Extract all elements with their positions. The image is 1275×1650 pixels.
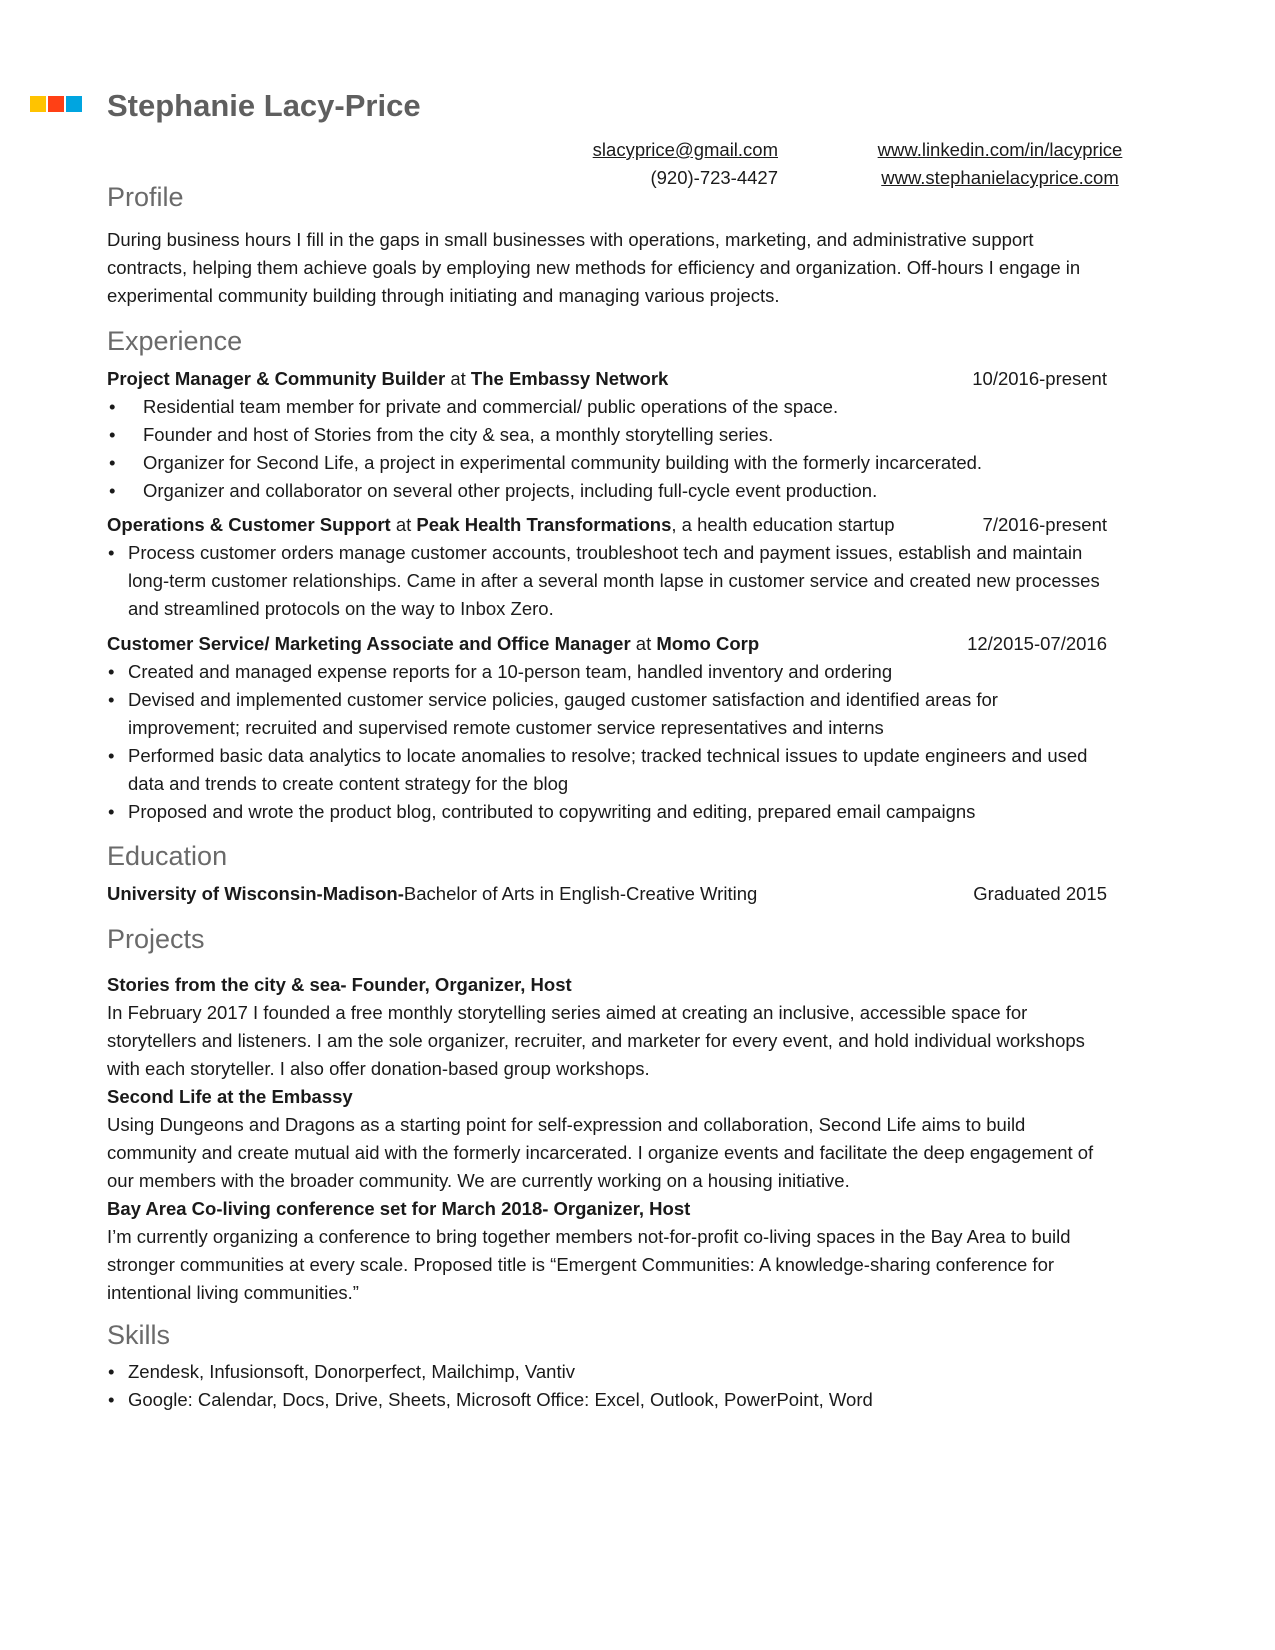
job-bullet: • Created and managed expense reports for a 10-person team, handled inventory and ordering <box>107 658 1107 686</box>
project-text: Using Dungeons and Dragons as a starting point for self-expression and collaboration, Second Life aims to build community and create mutual aid with the formerly incarcerated. I organize events and facilitate the deep engagement of our members with the broader community. We are currently working on a housing initiative. <box>107 1114 1094 1191</box>
phone: (920)-723-4427 <box>650 167 778 188</box>
degree: Bachelor of Arts in English-Creative Writing <box>403 883 758 904</box>
job-3 <box>107 630 1107 826</box>
graduation-date: Graduated 2015 <box>973 883 1107 904</box>
job-1 <box>107 365 1107 505</box>
project-text: In February 2017 I founded a free monthly storytelling series aimed at creating an inclusive, accessible space for storytellers and listeners. I am the sole organizer, recruiter, and marketer for every event, and hold individual workshops with each storyteller. I also offer donation-based group workshops. <box>107 1002 1085 1079</box>
education-entry <box>107 880 1107 908</box>
job-company: Momo Corp <box>656 633 760 654</box>
linkedin-link[interactable]: www.linkedin.com/in/lacyprice <box>877 139 1123 160</box>
project-title: Bay Area Co-living conference set for March 2018- Organizer, Host <box>107 1198 691 1219</box>
website-link[interactable]: www.stephanielacyprice.com <box>881 167 1119 188</box>
skill-item: • Google: Calendar, Docs, Drive, Sheets, Microsoft Office: Excel, Outlook, PowerPoint, Word <box>107 1386 1107 1414</box>
skill-item: • Zendesk, Infusionsoft, Donorperfect, Mailchimp, Vantiv <box>107 1358 1107 1386</box>
job-bullet: • Devised and implemented customer service policies, gauged customer satisfaction and identified areas for improvement; recruited and supervised remote customer service representatives and interns <box>107 686 1107 742</box>
job-title: Customer Service/ Marketing Associate and Office Manager <box>107 633 631 654</box>
contact-left <box>540 136 778 192</box>
skills-heading: Skills <box>107 1320 171 1350</box>
logo-square-blue <box>66 96 82 112</box>
profile-heading: Profile <box>107 182 184 212</box>
email-link[interactable]: slacyprice@gmail.com <box>592 139 778 160</box>
projects-list <box>107 971 1107 1307</box>
job-title: Operations & Customer Support <box>107 514 391 535</box>
job-bullet: • Proposed and wrote the product blog, contributed to copywriting and editing, prepared email campaigns <box>107 798 1107 826</box>
project-title: Second Life at the Embassy <box>107 1086 353 1107</box>
job-at: at <box>390 514 417 535</box>
job-dates: 10/2016-present <box>972 368 1107 389</box>
job-title: Project Manager & Community Builder <box>107 368 446 389</box>
skills-list <box>107 1358 1107 1414</box>
job-bullet: • Residential team member for private and commercial/ public operations of the space. <box>107 393 1107 421</box>
project-text: I’m currently organizing a conference to bring together members not-for-profit co-living spaces in the Bay Area to build stronger communities at every scale. Proposed title is “Emergent Communities: A knowledge-sharing conference for intentional living communities.” <box>107 1226 1071 1303</box>
job-note: , a health education startup <box>671 514 895 535</box>
project-title: Stories from the city & sea- Founder, Organizer, Host <box>107 974 572 995</box>
profile-text: During business hours I fill in the gaps in small businesses with operations, marketing, and administrative support contracts, helping them achieve goals by employing new methods for efficiency and organization. Off-hours I engage in experimental community building through initiating and managing various projects. <box>107 229 1081 306</box>
job-bullet: • Process customer orders manage customer accounts, troubleshoot tech and payment issues, establish and maintain long-term customer relationships. Came in after a several month lapse in customer service and created new processes and streamlined protocols on the way to Inbox Zero. <box>107 539 1107 623</box>
contact-right <box>840 136 1160 192</box>
job-company: The Embassy Network <box>470 368 669 389</box>
job-at: at <box>630 633 657 654</box>
resume-name: Stephanie Lacy-Price <box>107 88 421 123</box>
experience-heading: Experience <box>107 326 243 356</box>
job-bullet: • Organizer for Second Life, a project in experimental community building with the formerly incarcerated. <box>107 449 1107 477</box>
job-bullet: • Founder and host of Stories from the city & sea, a monthly storytelling series. <box>107 421 1107 449</box>
projects-heading: Projects <box>107 924 205 954</box>
job-2 <box>107 511 1107 623</box>
logo-square-yellow <box>30 96 46 112</box>
job-company: Peak Health Transformations <box>416 514 672 535</box>
education-heading: Education <box>107 841 228 871</box>
job-bullet: • Organizer and collaborator on several other projects, including full-cycle event production. <box>107 477 1107 505</box>
job-dates: 7/2016-present <box>982 514 1107 535</box>
job-bullet: • Performed basic data analytics to locate anomalies to resolve; tracked technical issues to update engineers and used data and trends to create content strategy for the blog <box>107 742 1107 798</box>
logo-squares <box>30 96 82 112</box>
logo-square-red <box>48 96 64 112</box>
job-dates: 12/2015-07/2016 <box>967 633 1107 654</box>
school: University of Wisconsin-Madison- <box>107 883 404 904</box>
job-at: at <box>445 368 471 389</box>
